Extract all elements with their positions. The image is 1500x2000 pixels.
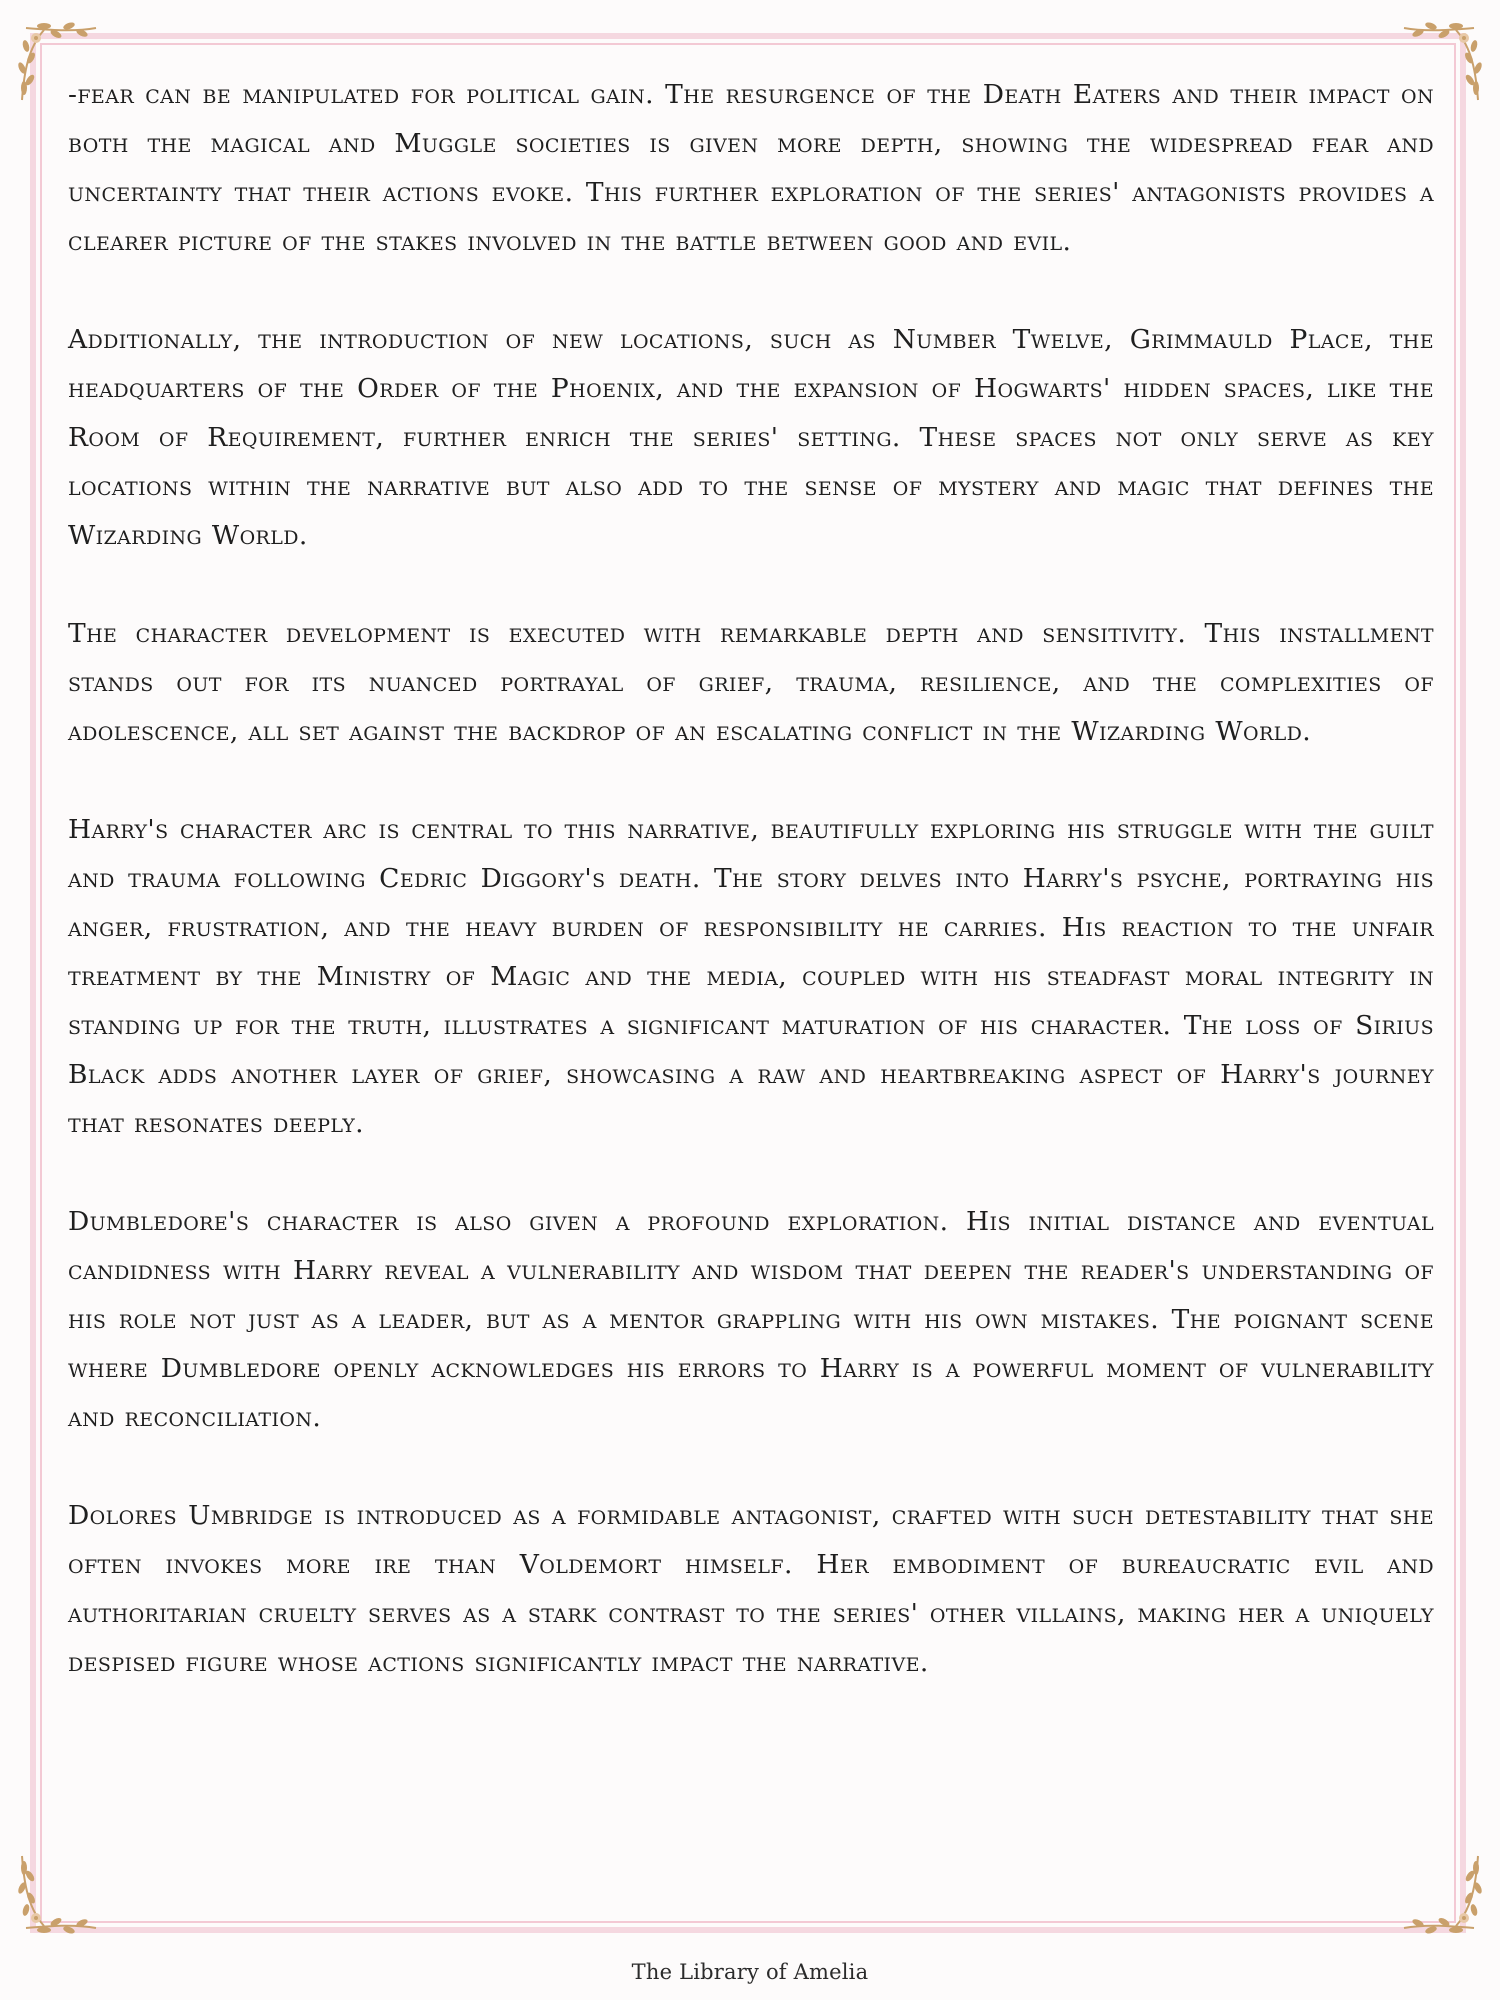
floral-corner-bottom-right-icon <box>1396 1848 1486 1938</box>
paragraph: Dumbledore's character is also given a profound exploration. His initial distance and eventual candidness with Harry reveal a vulnerability and wisdom that deepen the reader's understanding of his role not just as a leader, but as a mentor grappling with his own mistakes. The poignant scene where Dumbledore openly acknowledges his errors to Harry is a powerful moment of vulnerability and reconciliation. <box>68 1206 1434 1433</box>
document-body <box>68 70 1434 1736</box>
floral-corner-bottom-left-icon <box>14 1848 104 1938</box>
page-footer: The Library of Amelia <box>631 1960 869 1984</box>
paragraph: The character development is executed with remarkable depth and sensitivity. This installment stands out for its nuanced portrayal of grief, trauma, resilience, and the complexities of adolescence, all set against the backdrop of an escalating conflict in the Wizarding World. <box>68 618 1434 747</box>
paragraph: Dolores Umbridge is introduced as a formidable antagonist, crafted with such detestability that she often invokes more ire than Voldemort himself. Her embodiment of bureaucratic evil and authoritarian cruelty serves as a stark contrast to the series' other villains, making her a uniquely despised figure whose actions significantly impact the narrative. <box>68 1500 1434 1678</box>
paragraph: Additionally, the introduction of new locations, such as Number Twelve, Grimmauld Place, the headquarters of the Order of the Phoenix, and the expansion of Hogwarts' hidden spaces, like the Room of Requirement, further enrich the series' setting. These spaces not only serve as key locations within the narrative but also add to the sense of mystery and magic that defines the Wizarding World. <box>68 324 1434 551</box>
paragraph: Harry's character arc is central to this narrative, beautifully exploring his struggle with the guilt and trauma following Cedric Diggory's death. The story delves into Harry's psyche, portraying his anger, frustration, and the heavy burden of responsibility he carries. His reaction to the unfair treatment by the Ministry of Magic and the media, coupled with his steadfast moral integrity in standing up for the truth, illustrates a significant maturation of his character. The loss of Sirius Black adds another layer of grief, showcasing a raw and heartbreaking aspect of Harry's journey that resonates deeply. <box>68 814 1434 1139</box>
paragraph: -fear can be manipulated for political gain. The resurgence of the Death Eaters and their impact on both the magical and Muggle societies is given more depth, showing the widespread fear and uncertainty that their actions evoke. This further exploration of the series' antagonists provides a clearer picture of the stakes involved in the battle between good and evil. <box>68 79 1434 257</box>
